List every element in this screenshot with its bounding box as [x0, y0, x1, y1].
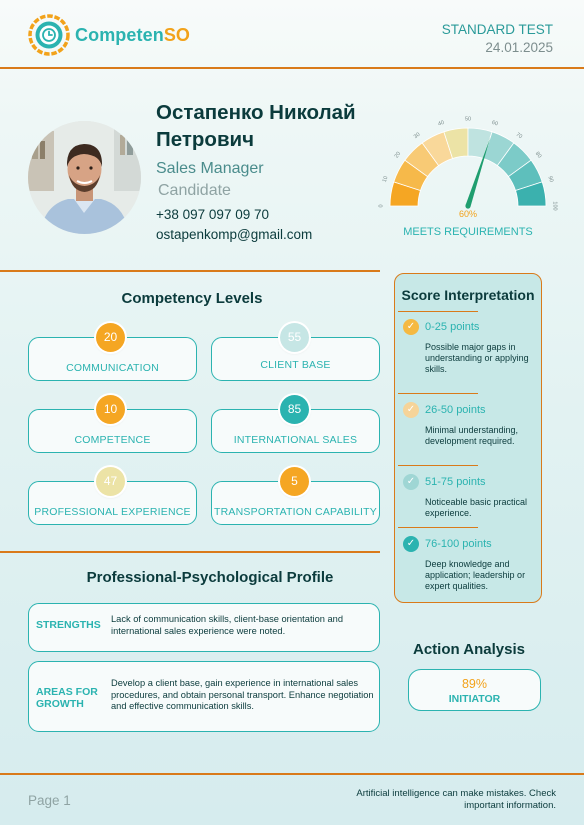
strengths-text: Lack of communication skills, client-base orientation and international sales experience were noted. [111, 614, 344, 636]
competenso-logo-icon [28, 14, 70, 56]
competency-label: COMMUNICATION [66, 362, 159, 374]
gauge-value-label: 60% [458, 209, 477, 219]
interpretation-range: 76-100 points [425, 538, 492, 550]
gauge-tick-label: 0 [378, 204, 385, 208]
interpretation-description: Possible major gaps in understanding or applying skills. [425, 342, 529, 374]
interpretation-range: 26-50 points [425, 404, 486, 416]
candidate-name: Остапенко Николай Петрович [156, 101, 356, 151]
gauge-tick-label: 10 [381, 175, 390, 184]
interpretation-divider [398, 527, 478, 528]
check-circle-icon: ✓ [403, 402, 419, 418]
section-divider [0, 551, 380, 553]
interpretation-divider [398, 393, 478, 394]
check-circle-icon: ✓ [403, 474, 419, 490]
gauge-tick-label: 50 [464, 116, 472, 123]
brand-prefix: Competen [75, 25, 164, 45]
strengths-label: STRENGTHS [36, 619, 101, 631]
competency-title: Competency Levels [121, 290, 263, 307]
ai-disclaimer: Artificial intelligence can make mistakes. Check important information. [356, 788, 556, 811]
competency-label: COMPETENCE [74, 434, 151, 446]
check-circle-icon: ✓ [403, 319, 419, 335]
score-gauge [378, 112, 558, 212]
gauge-tick-label: 40 [437, 119, 446, 128]
score-interpretation-title: Score Interpretation [401, 287, 535, 303]
competency-label: TRANSPORTATION CAPABILITY [214, 506, 377, 518]
page-number: Page 1 [28, 793, 71, 808]
gauge-tick-label: 90 [546, 175, 555, 184]
test-type: STANDARD TEST [441, 22, 553, 37]
action-percent: 89% [461, 677, 488, 691]
candidate-status: Candidate [158, 182, 231, 199]
footer-divider [0, 773, 584, 775]
person-photo-icon [28, 121, 141, 234]
test-date: 24.01.2025 [485, 40, 553, 55]
competency-score-badge: 10 [96, 395, 125, 424]
interpretation-range: 51-75 points [425, 476, 486, 488]
competency-score-badge: 5 [280, 467, 309, 496]
brand-name [75, 25, 190, 46]
header-divider [0, 67, 584, 69]
check-circle-icon: ✓ [403, 536, 419, 552]
gauge-tick-label: 100 [551, 201, 558, 211]
action-analysis-title: Action Analysis [413, 641, 525, 658]
competency-score-badge: 20 [96, 323, 125, 352]
interpretation-divider [398, 311, 478, 312]
avatar [28, 121, 141, 234]
candidate-phone[interactable]: +38 097 097 09 70 [156, 207, 269, 222]
interpretation-description: Noticeable basic practical experience. [425, 497, 528, 518]
psych-profile-title: Professional-Psychological Profile [86, 569, 334, 586]
candidate-email[interactable]: ostapenkomp@gmail.com [156, 227, 313, 242]
candidate-role: Sales Manager [156, 160, 264, 177]
gauge-tick-label: 80 [533, 150, 543, 160]
competency-label: PROFESSIONAL EXPERIENCE [34, 506, 191, 518]
gauge-tick-label: 70 [514, 131, 524, 141]
section-divider [0, 270, 380, 272]
competency-score-badge: 47 [96, 467, 125, 496]
gauge-tick-label: 30 [412, 131, 422, 141]
growth-text: Develop a client base, gain experience in international sales procedures, and obtain personal transport. Enhance negotiation and effective communication skills. [111, 678, 374, 711]
interpretation-description: Minimal understanding, development required. [425, 425, 519, 446]
competency-label: CLIENT BASE [260, 359, 331, 371]
interpretation-description: Deep knowledge and application; leadership or expert qualities. [425, 559, 526, 591]
gauge-tick-label: 20 [393, 150, 403, 160]
competency-score-badge: 55 [280, 323, 309, 352]
gauge-hub [465, 203, 470, 208]
growth-label: AREAS FOR GROWTH [36, 686, 98, 710]
action-type: INITIATOR [448, 693, 501, 705]
interpretation-range: 0-25 points [425, 321, 480, 333]
gauge-tick-label: 60 [490, 119, 499, 128]
interpretation-divider [398, 465, 478, 466]
gauge-caption: MEETS REQUIREMENTS [403, 226, 533, 238]
competency-label: INTERNATIONAL SALES [233, 434, 358, 446]
competency-score-badge: 85 [280, 395, 309, 424]
brand-suffix: SO [163, 25, 191, 45]
